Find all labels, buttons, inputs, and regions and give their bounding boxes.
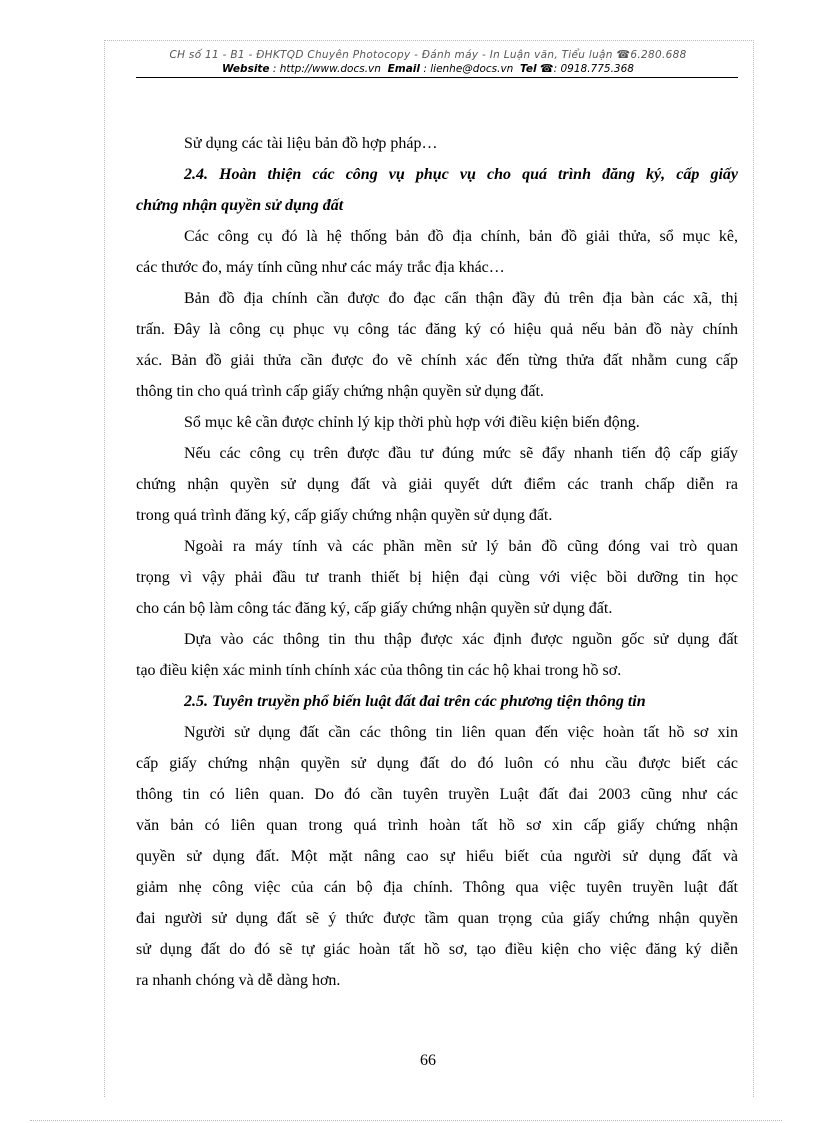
paragraph-line: văn bản có liên quan trong quá trình hoàn tất hồ sơ xin cấp giấy chứng nhận	[136, 817, 738, 834]
paragraph-line: ra nhanh chóng và dễ dàng hơn.	[136, 972, 341, 989]
telephone-icon: ☎	[616, 48, 631, 61]
paragraph-line: Bản đồ địa chính cần được đo đạc cẩn thận đầy đủ trên địa bàn các xã, thị	[184, 290, 738, 307]
paragraph-line: cấp giấy chứng nhận quyền sử dụng đất do đó luôn có nhu cầu được biết các	[136, 755, 738, 772]
section-heading-line: 2.4. Hoàn thiện các công vụ phục vụ cho quá trình đăng ký, cấp giấy	[184, 166, 738, 183]
page-header	[104, 48, 752, 76]
paragraph-line: xác. Bản đồ giải thửa cần được đo vẽ chính xác đến từng thửa đất nhằm cung cấp	[136, 352, 738, 369]
header-line-1	[104, 48, 752, 62]
paragraph-line: tạo điều kiện xác minh tính chính xác của thông tin các hộ khai trong hồ sơ.	[136, 662, 622, 679]
website-url[interactable]: : http://www.docs.vn	[272, 63, 381, 75]
paragraph-line: giảm nhẹ công việc của cán bộ địa chính. Thông qua việc tuyên truyền luật đất	[136, 879, 738, 896]
paragraph-line: đai người sử dụng đất sẽ ý thức được tầm quan trọng của giấy chứng nhận quyền	[136, 910, 738, 927]
tel-label: Tel	[520, 63, 537, 75]
header-line-2	[104, 62, 752, 76]
header-shop-info: CH số 11 - B1 - ĐHKTQD Chuyên Photocopy - Đánh máy - In Luận văn, Tiểu luận	[169, 49, 613, 61]
paragraph-line: Sử dụng các tài liệu bản đồ hợp pháp…	[184, 135, 438, 152]
paragraph-line: trọng vì vậy phải đầu tư tranh thiết bị hiện đại cùng với việc bồi dưỡng tin học	[136, 569, 738, 586]
header-phone-2: : 0918.775.368	[553, 63, 634, 75]
paragraph-line: thông tin cho quá trình cấp giấy chứng nhận quyền sử dụng đất.	[136, 383, 544, 400]
section-heading-line: chứng nhận quyền sử dụng đất	[136, 197, 344, 214]
paragraph-line: Người sử dụng đất cần các thông tin liên quan đến việc hoàn tất hồ sơ xin	[184, 724, 738, 741]
page-number: 66	[420, 1052, 436, 1069]
paragraph-line: cho cán bộ làm công tác đăng ký, cấp giấy chứng nhận quyền sử dụng đất.	[136, 600, 613, 617]
paragraph-line: sử dụng đất do đó sẽ tự giác hoàn tất hồ sơ, tạo điều kiện cho việc đăng ký diễn	[136, 941, 738, 958]
telephone-icon: ☎	[539, 62, 554, 75]
document-body	[136, 128, 738, 996]
page-bottom-rule	[30, 1120, 782, 1121]
paragraph-line: Dựa vào các thông tin thu thập được xác định được nguồn gốc sử dụng đất	[184, 631, 738, 648]
paragraph-line: Nếu các công cụ trên được đầu tư đúng mức sẽ đẩy nhanh tiến độ cấp giấy	[184, 445, 738, 462]
paragraph-line: Các công cụ đó là hệ thống bản đồ địa chính, bản đồ giải thửa, sổ mục kê,	[184, 228, 738, 245]
header-rule	[136, 77, 738, 78]
paragraph-line: Sổ mục kê cần được chỉnh lý kịp thời phù hợp với điều kiện biến động.	[184, 414, 640, 431]
paragraph-line: quyền sử dụng đất. Một mặt nâng cao sự hiểu biết của người sử dụng đất và	[136, 848, 738, 865]
website-label: Website	[222, 63, 270, 75]
email-label: Email	[387, 63, 421, 75]
paragraph-line: Ngoài ra máy tính và các phần mền sử lý bản đồ cũng đóng vai trò quan	[184, 538, 738, 555]
paragraph-line: thông tin có liên quan. Do đó cần tuyên truyền Luật đất đai 2003 cũng như các	[136, 786, 738, 803]
header-phone-1: 6.280.688	[630, 49, 687, 61]
email-address[interactable]: : lienhe@docs.vn	[423, 63, 514, 75]
paragraph-line: trấn. Đây là công cụ phục vụ công tác đăng ký có hiệu quả nếu bản đồ này chính	[136, 321, 738, 338]
paragraph-line: các thước đo, máy tính cũng như các máy trắc địa khác…	[136, 259, 505, 276]
paragraph-line: trong quá trình đăng ký, cấp giấy chứng nhận quyền sử dụng đất.	[136, 507, 553, 524]
paragraph-line: chứng nhận quyền sử dụng đất và giải quyết dứt điểm các tranh chấp diễn ra	[136, 476, 738, 493]
section-heading-line: 2.5. Tuyên truyền phổ biến luật đất đai trên các phương tiện thông tin	[184, 693, 646, 710]
